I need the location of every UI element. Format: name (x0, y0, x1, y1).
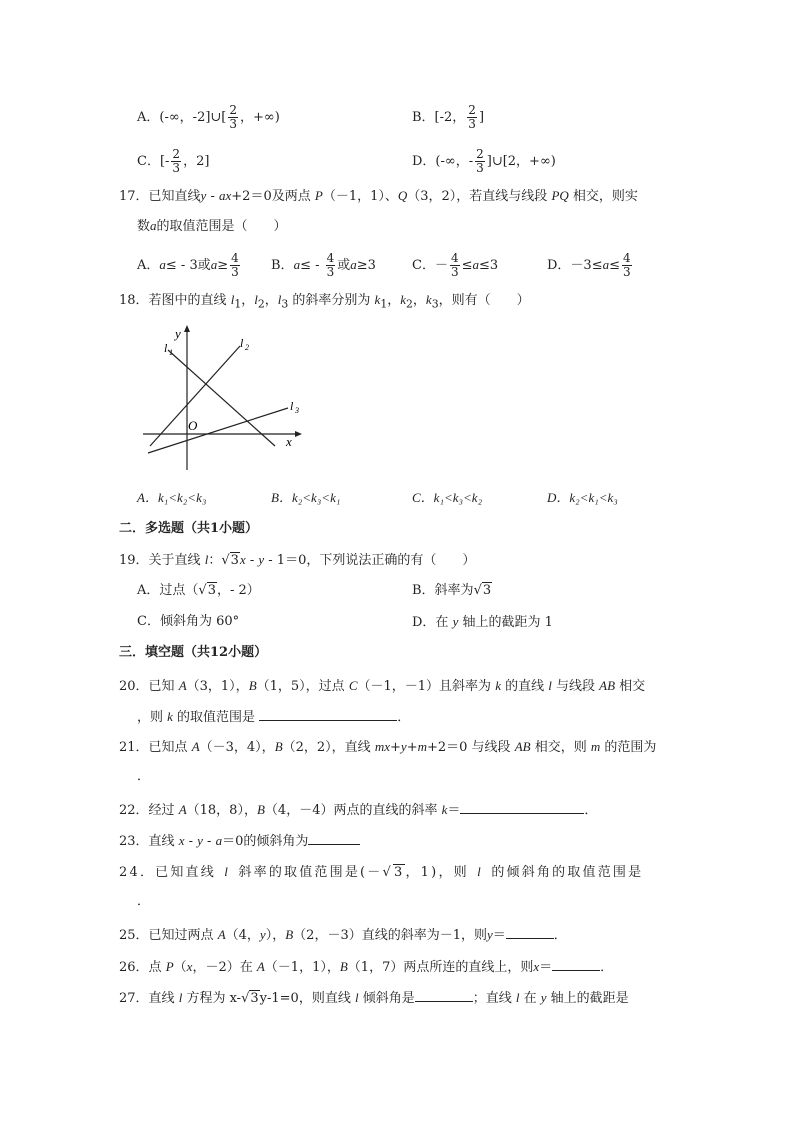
q19-stem: 19．关于直线 l：√3x - y - 1＝0，下列说法正确的有（ ） (119, 552, 476, 568)
q18-option-c: C．k₁<k₃<k₂ (412, 490, 483, 505)
label-l3: l (290, 399, 294, 413)
label-y: y (175, 326, 181, 341)
q25: 25．已知过两点 A（4，y），B（2，－3）直线的斜率为－1，则y＝ ． (119, 924, 567, 946)
y-axis-arrow (184, 325, 190, 332)
q27: 27．直线 l 方程为 x-√3y-1=0，则直线 l 倾斜角是 ；直线 l 在 y 轴上的截距是 (119, 987, 629, 1009)
q24-line2: ． (137, 894, 151, 909)
label-l1-sub: 1 (169, 348, 173, 357)
q21-line1: 21．已知点 A（－3，4），B（2，2），直线 mx+y+m+2＝0 与线段 AB 相交，则 m 的范围为 (119, 739, 657, 755)
fraction: $\frac{2}{3}$ (229, 103, 238, 131)
line-l3 (148, 408, 288, 453)
q21-line2: ． (137, 769, 151, 784)
answer-blank[interactable] (308, 830, 360, 845)
answer-blank[interactable] (259, 706, 397, 721)
answer-blank[interactable] (552, 956, 600, 971)
label-l1: l (164, 341, 168, 355)
q16-a-text-end: ，+∞) (240, 110, 280, 125)
q16-option-a (137, 104, 280, 131)
label-l2-sub: 2 (245, 343, 249, 352)
fraction: $\frac{2}{3}$ (172, 147, 181, 175)
q18-option-a: A．k₁<k₂<k₃ (137, 490, 207, 505)
label-l2: l (240, 336, 244, 350)
q20-line1: 20．已知 A（3，1），B（1，5），过点 C（－1，－1）且斜率为 k 的直线 l 与线段 AB 相交 (119, 678, 646, 694)
section-heading-fill-in: 三．填空题（共12小题） (119, 645, 268, 660)
q22: 22．经过 A（18，8），B（4，－4）两点的直线的斜率 k＝ ． (119, 799, 597, 821)
q20-line2: ，则 k 的取值范围是 ． (137, 706, 410, 728)
label-x: x (286, 434, 292, 449)
q17-option-b: B．a≤ - $\frac{4}{3}$ 或a≥3 (271, 251, 376, 279)
answer-blank[interactable] (506, 924, 554, 939)
q16-a-text: A．(-∞，-2]∪[ (137, 110, 227, 125)
q18-stem: 18．若图中的直线 $l_1$，$l_2$，$l_3$ 的斜率分别为 $k_1$，$k_2$，$k_3$，则有（ ） (119, 292, 530, 311)
label-l3-sub: 3 (295, 406, 299, 415)
q16-option-b: B．[-2， $\frac{2}{3}$ ] (412, 103, 485, 131)
q18-option-b: B．k₂<k₃<k₁ (271, 490, 341, 505)
line-l1 (168, 350, 275, 446)
x-axis-arrow (295, 431, 302, 437)
section-heading-multi-choice: 二．多选题（共1小题） (119, 521, 259, 536)
q19-option-a: A．过点（√3，- 2） (137, 583, 260, 598)
q19-option-b: B．斜率为√3 (412, 583, 492, 598)
fraction: $\frac{2}{3}$ (468, 103, 476, 131)
q19-option-d: D．在 y 轴上的截距为 1 (412, 614, 553, 630)
label-origin: O (188, 418, 198, 433)
q17-stem-line2: 数a的取值范围是（ ） (137, 218, 287, 234)
q18-figure (140, 322, 310, 474)
answer-blank[interactable] (415, 987, 473, 1002)
q18-option-d: D．k₂<k₁<k₃ (547, 490, 618, 505)
q24-line1: 24．已知直线 l 斜率的取值范围是(－√3，1)，则 l 的倾斜角的取值范围是 (119, 864, 644, 880)
q23: 23．直线 x - y - a＝0的倾斜角为 (119, 830, 360, 852)
q16-option-d: D．(-∞，- $\frac{2}{3}$ ]∪[2，+∞) (412, 147, 556, 175)
q17-option-c: C．－ $\frac{4}{3}$ ≤a≤3 (412, 251, 499, 279)
q17-stem-line1: 17．已知直线y - ax+2＝0及两点 P（－1，1）、Q（3，2），若直线与线段 PQ 相交，则实 (119, 188, 638, 204)
q17-option-a: A．a≤ - 3或a≥ $\frac{4}{3}$ (137, 251, 239, 279)
q26: 26．点 P（x，－2）在 A（－1，1），B（1，7）两点所连的直线上，则x＝ ． (119, 956, 613, 978)
q17-option-d: D．－3≤a≤ $\frac{4}{3}$ (547, 251, 631, 279)
q19-option-c: C．倾斜角为 60° (137, 614, 240, 629)
fraction: $\frac{2}{3}$ (476, 147, 484, 175)
answer-blank[interactable] (460, 799, 584, 814)
q16-option-c: C．[- $\frac{2}{3}$ ，2] (137, 147, 210, 175)
